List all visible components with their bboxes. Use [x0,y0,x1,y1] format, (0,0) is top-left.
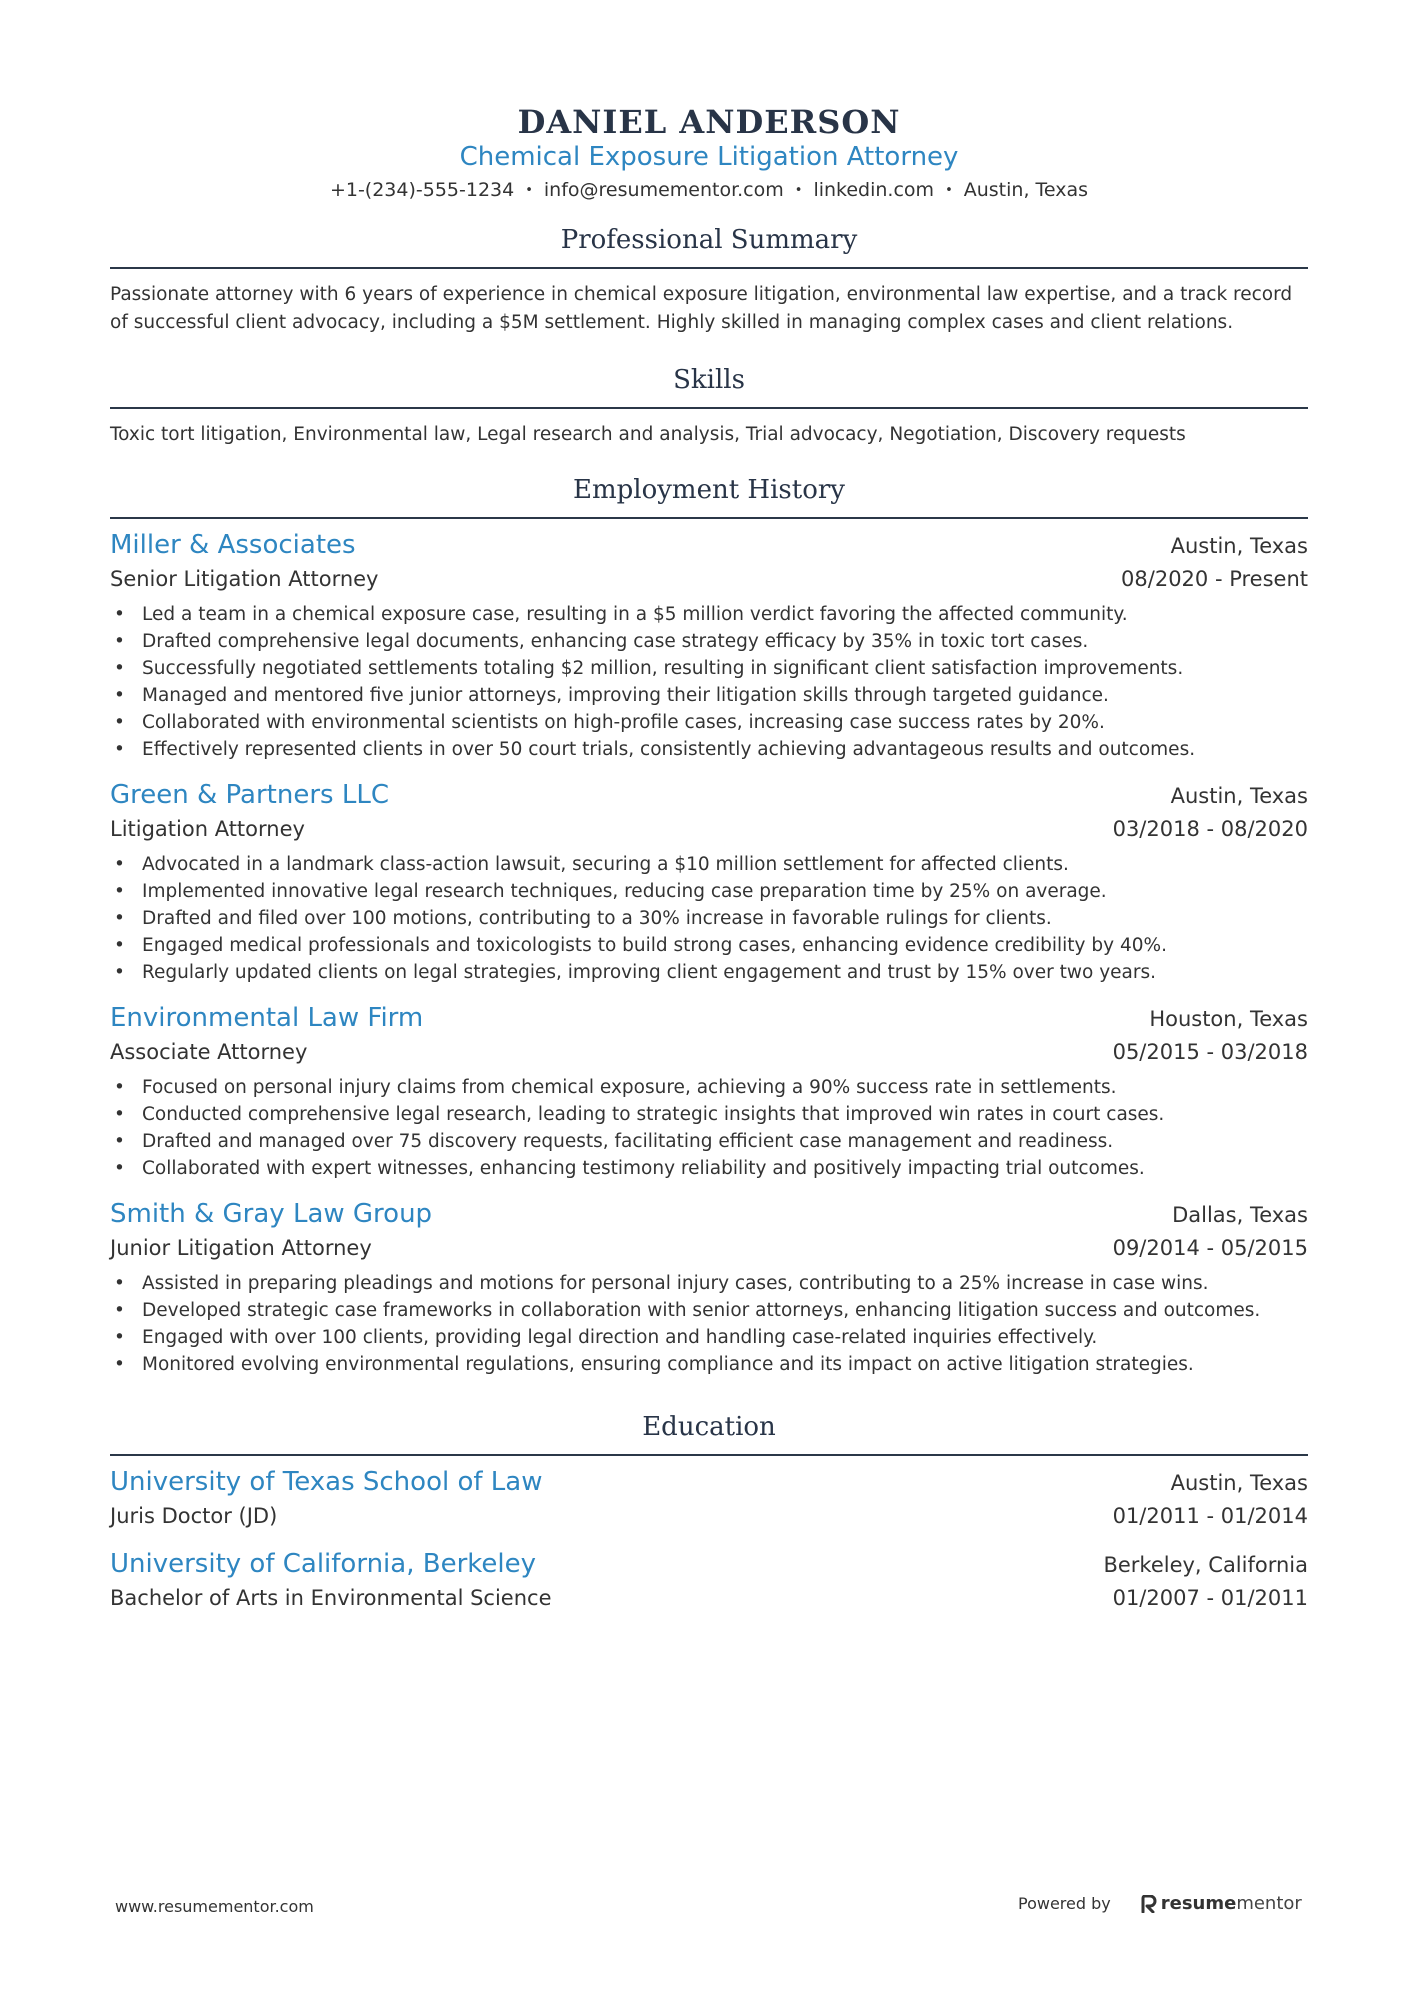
job-dates: 08/2020 - Present [1121,567,1308,591]
education-entry [110,1464,1308,1532]
job-bullet: • Conducted comprehensive legal research, leading to strategic insights that improved win rates in court cases. [110,1101,1308,1128]
powered-by-label: Powered by [1018,1894,1111,1913]
job-entry [110,1000,1308,1182]
education-entry [110,1546,1308,1614]
job-bullet: • Collaborated with expert witnesses, enhancing testimony reliability and positively impacting trial outcomes. [110,1155,1308,1182]
section-heading-summary: Professional Summary [110,223,1308,269]
job-bullet: • Implemented innovative legal research techniques, reducing case preparation time by 25% on average. [110,878,1308,905]
job-bullet: • Monitored evolving environmental regulations, ensuring compliance and its impact on active litigation strategies. [110,1351,1308,1378]
education-degree: Bachelor of Arts in Environmental Science [110,1586,552,1610]
summary-section [110,223,1308,337]
contact-location: Austin, Texas [963,179,1089,201]
footer-powered-by [1018,1893,1302,1914]
job-entry [110,777,1308,986]
job-bullet: • Managed and mentored five junior attorneys, improving their litigation skills through targeted guidance. [110,682,1308,709]
employment-section [110,473,1308,1378]
job-bullets [110,1270,1308,1378]
summary-text: Passionate attorney with 6 years of experience in chemical exposure litigation, environmental law expertise, and a track record of successful client advocacy, including a $5M settlement. Highly skilled in managing complex cases and client relations. [110,284,1293,333]
job-bullet: • Engaged medical professionals and toxicologists to build strong cases, enhancing evidence credibility by 40%. [110,932,1308,959]
job-bullet: • Engaged with over 100 clients, providing legal direction and handling case-related inquiries effectively. [110,1324,1308,1351]
footer-website[interactable]: www.resumementor.com [115,1897,314,1916]
job-bullet: • Drafted and managed over 75 discovery requests, facilitating efficient case management and readiness. [110,1128,1308,1155]
job-entry [110,527,1308,763]
job-bullet: • Focused on personal injury claims from chemical exposure, achieving a 90% success rate in settlements. [110,1074,1308,1101]
resume-page [110,0,1308,1614]
education-school: University of California, Berkeley [110,1549,536,1579]
education-degree: Juris Doctor (JD) [110,1504,278,1528]
education-school: University of Texas School of Law [110,1467,543,1497]
contact-line [110,176,1308,205]
job-bullet: • Successfully negotiated settlements totaling $2 million, resulting in significant client satisfaction improvements. [110,655,1308,682]
job-role: Junior Litigation Attorney [110,1236,372,1260]
job-bullet: • Collaborated with environmental scientists on high-profile cases, increasing case success rates by 20%. [110,709,1308,736]
job-bullet: • Assisted in preparing pleadings and motions for personal injury cases, contributing to a 25% increase in case wins. [110,1270,1308,1297]
job-dates: 03/2018 - 08/2020 [1112,817,1308,841]
education-dates: 01/2011 - 01/2014 [1112,1504,1308,1528]
job-role: Litigation Attorney [110,817,305,841]
brand-name-bold: resume [1160,1893,1237,1914]
resumementor-logo-icon [1141,1895,1157,1913]
section-heading-skills: Skills [110,363,1308,409]
job-bullet: • Developed strategic case frameworks in collaboration with senior attorneys, enhancing litigation success and outcomes. [110,1297,1308,1324]
job-bullet: • Regularly updated clients on legal strategies, improving client engagement and trust by 15% over two years. [110,959,1308,986]
education-section [110,1410,1308,1614]
brand-logo[interactable] [1141,1893,1302,1914]
resume-header [110,0,1308,205]
job-bullet: • Led a team in a chemical exposure case, resulting in a $5 million verdict favoring the affected community. [110,601,1308,628]
job-company: Green & Partners LLC [110,780,389,810]
job-bullets [110,1074,1308,1182]
contact-phone: +1-(234)-555-1234 [329,179,515,201]
contact-email[interactable]: info@resumementor.com [543,179,784,201]
job-bullet: • Advocated in a landmark class-action lawsuit, securing a $10 million settlement for affected clients. [110,851,1308,878]
section-heading-employment: Employment History [110,473,1308,519]
job-company: Miller & Associates [110,530,356,560]
job-bullets [110,601,1308,763]
education-dates: 01/2007 - 01/2011 [1112,1586,1308,1610]
section-heading-education: Education [110,1410,1308,1456]
job-bullet: • Effectively represented clients in over 50 court trials, consistently achieving advantageous results and outcomes. [110,736,1308,763]
job-location: Austin, Texas [1170,534,1308,558]
contact-separator: • [525,183,533,198]
job-company: Environmental Law Firm [110,1003,424,1033]
job-location: Austin, Texas [1170,784,1308,808]
candidate-title: Chemical Exposure Litigation Attorney [459,142,959,172]
job-dates: 05/2015 - 03/2018 [1112,1040,1308,1064]
contact-separator: • [945,183,953,198]
brand-name-light: mentor [1236,1893,1302,1914]
job-location: Houston, Texas [1149,1007,1308,1031]
skills-section [110,363,1308,449]
job-role: Associate Attorney [110,1040,308,1064]
education-location: Berkeley, California [1103,1553,1308,1577]
job-bullets [110,851,1308,986]
skills-text: Toxic tort litigation, Environmental law, Legal research and analysis, Trial advocacy, Negotiation, Discovery requests [110,424,1186,445]
candidate-name: DANIEL ANDERSON [517,103,901,141]
job-entry [110,1196,1308,1378]
job-bullet: • Drafted comprehensive legal documents, enhancing case strategy efficacy by 35% in toxic tort cases. [110,628,1308,655]
education-location: Austin, Texas [1170,1471,1308,1495]
job-dates: 09/2014 - 05/2015 [1112,1236,1308,1260]
contact-separator: • [794,183,803,198]
contact-linkedin[interactable]: linkedin.com [813,179,935,201]
job-role: Senior Litigation Attorney [110,567,379,591]
job-bullet: • Drafted and filed over 100 motions, contributing to a 30% increase in favorable rulings for clients. [110,905,1308,932]
job-location: Dallas, Texas [1172,1203,1308,1227]
job-company: Smith & Gray Law Group [110,1199,433,1229]
